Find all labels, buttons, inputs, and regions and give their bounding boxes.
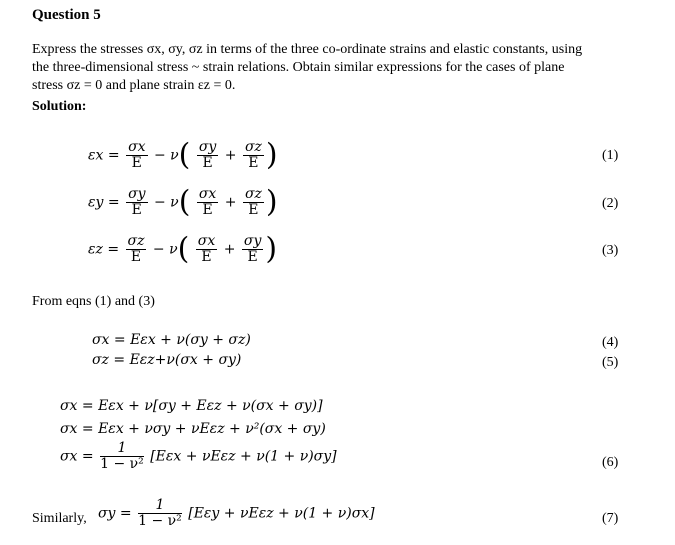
equation-number-6: (6) xyxy=(602,455,619,470)
eq2-num3: σz xyxy=(244,186,262,202)
question-text-line-1: Express the stresses σx, σy, σz in terms of the three co-ordinate strains and elastic constants, using xyxy=(32,42,583,57)
eq7-lhs: σy = xyxy=(98,505,132,522)
eq6-den: 1 − ν² xyxy=(100,456,144,472)
equation-4: σx = Eεx + ν(σy + σz) xyxy=(92,332,251,348)
equation-2: εy = $\frac{\sigma y}{E}$ − ν( $\frac{\sigma x}{E}$ + $\frac{\sigma z}{E}$ ) xyxy=(88,184,278,220)
eq2-lhs: εy xyxy=(88,194,104,211)
eq3-nu: ν xyxy=(169,241,178,258)
equation-3: εz = $\frac{\sigma z}{E}$ − ν( $\frac{\sigma x}{E}$ + $\frac{\sigma y}{E}$ ) xyxy=(88,231,278,267)
eq1-den3: E xyxy=(248,155,259,171)
eq1-num2: σy xyxy=(198,139,217,155)
eq1-den2: E xyxy=(202,155,213,171)
equation-number-2: (2) xyxy=(602,196,619,211)
eq3-num3: σy xyxy=(243,233,262,249)
eq1-den1: E xyxy=(131,155,142,171)
eq2-den2: E xyxy=(202,202,213,218)
eq1-nu: ν xyxy=(170,147,179,164)
derivation-line-1: σx = Eεx + ν[σy + Eεz + ν(σx + σy)] xyxy=(60,398,323,414)
equation-6 xyxy=(60,441,337,472)
question-title: Question 5 xyxy=(32,7,101,23)
similarly-label: Similarly, xyxy=(32,511,87,526)
eq3-den3: E xyxy=(247,249,258,265)
eq1-num1: σx xyxy=(128,139,146,155)
eq6-rhs: [Eεx + νEεz + ν(1 + ν)σy] xyxy=(150,448,337,465)
equation-number-3: (3) xyxy=(602,243,619,258)
eq3-den2: E xyxy=(201,249,212,265)
eq2-den1: E xyxy=(131,202,142,218)
eq7-den: 1 − ν² xyxy=(138,513,182,529)
eq2-num1: σy xyxy=(128,186,146,202)
from-eqns-text: From eqns (1) and (3) xyxy=(32,294,155,309)
eq3-num1: σz xyxy=(127,233,145,249)
equation-number-4: (4) xyxy=(602,335,619,350)
eq2-den3: E xyxy=(248,202,259,218)
eq2-num2: σx xyxy=(198,186,217,202)
equation-number-1: (1) xyxy=(602,148,619,163)
equation-number-7: (7) xyxy=(602,511,619,526)
eq3-den1: E xyxy=(130,249,142,265)
equation-1: εx = $\frac{\sigma x}{E}$ − ν( $\frac{\sigma y}{E}$ + $\frac{\sigma z}{E}$ ) xyxy=(88,137,278,173)
eq2-nu: ν xyxy=(170,194,179,211)
equation-5: σz = Eεz+ν(σx + σy) xyxy=(92,352,242,368)
eq1-num3: σz xyxy=(244,139,262,155)
eq6-lhs: σx = xyxy=(60,448,94,465)
eq7-rhs: [Eεy + νEεz + ν(1 + ν)σx] xyxy=(188,505,375,522)
question-text-line-2: the three-dimensional stress ~ strain relations. Obtain similar expressions for the cases of plane xyxy=(32,60,565,75)
eq1-lhs: εx xyxy=(88,147,104,164)
question-text xyxy=(32,41,582,95)
eq6-num: 1 xyxy=(100,441,144,457)
derivation-line-2: σx = Eεx + νσy + νEεz + ν²(σx + σy) xyxy=(60,421,326,437)
equation-number-5: (5) xyxy=(602,355,619,370)
eq3-num2: σx xyxy=(197,233,216,249)
eq7-num: 1 xyxy=(138,498,182,514)
equation-7 xyxy=(98,498,375,529)
question-text-line-3: stress σz = 0 and plane strain εz = 0. xyxy=(32,78,236,93)
solution-label: Solution: xyxy=(32,99,87,114)
eq3-lhs: εz xyxy=(88,241,103,258)
